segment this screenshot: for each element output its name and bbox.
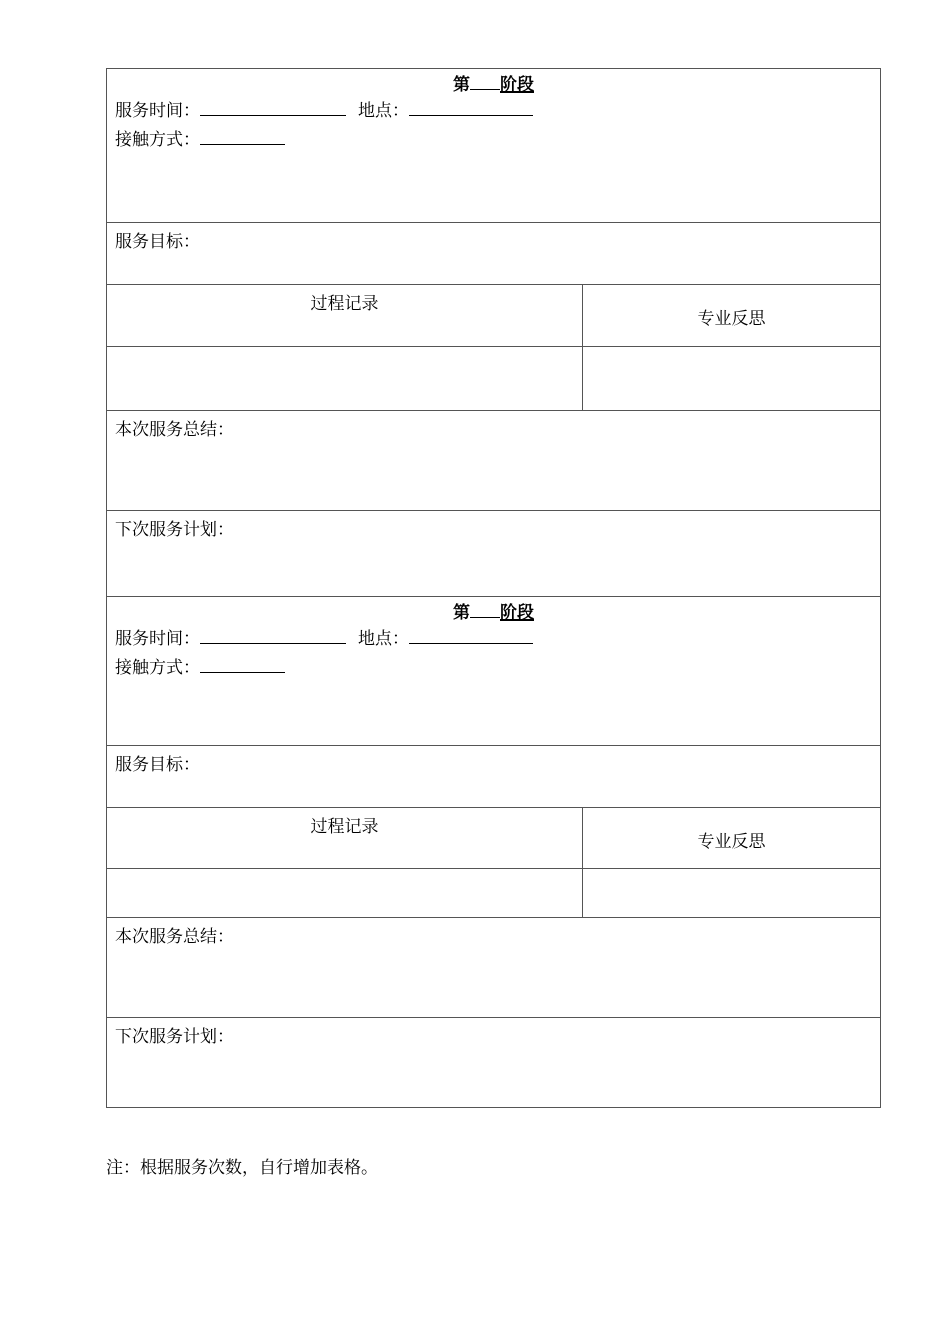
stage-header-cell <box>107 596 880 745</box>
process-record-cell[interactable] <box>107 347 583 410</box>
stage-title <box>107 73 880 97</box>
next-plan-cell[interactable] <box>107 1017 880 1107</box>
service-time-blank[interactable] <box>200 625 346 644</box>
location-label: 地点： <box>358 629 409 649</box>
stage-suffix: 阶段 <box>500 603 534 623</box>
stage-title <box>107 601 880 625</box>
footnote: 注：根据服务次数，自行增加表格。 <box>106 1158 378 1178</box>
contact-method-blank[interactable] <box>200 654 285 673</box>
service-goal-cell[interactable] <box>107 745 880 807</box>
process-record-header: 过程记录 <box>107 285 583 346</box>
next-plan-cell[interactable] <box>107 510 880 596</box>
service-time-label: 服务时间： <box>115 101 200 121</box>
contact-method-line <box>107 654 880 683</box>
service-goal-label: 服务目标： <box>115 232 200 252</box>
stage-number-blank[interactable] <box>470 601 500 618</box>
service-goal-label: 服务目标： <box>115 755 200 775</box>
location-blank[interactable] <box>409 625 533 644</box>
time-location-line <box>107 625 880 654</box>
reflection-cell[interactable] <box>583 869 880 917</box>
stage-number-blank[interactable] <box>470 73 500 90</box>
summary-label: 本次服务总结： <box>115 420 234 440</box>
process-record-cell[interactable] <box>107 869 583 917</box>
contact-method-label: 接触方式： <box>115 130 200 150</box>
record-body-row <box>107 346 880 410</box>
summary-label: 本次服务总结： <box>115 927 234 947</box>
next-plan-label: 下次服务计划： <box>115 1027 234 1047</box>
service-time-label: 服务时间： <box>115 629 200 649</box>
stage-prefix: 第 <box>453 75 470 95</box>
stage-suffix: 阶段 <box>500 75 534 95</box>
record-header-row <box>107 807 880 868</box>
process-record-header: 过程记录 <box>107 808 583 868</box>
reflection-header: 专业反思 <box>697 832 766 852</box>
service-time-blank[interactable] <box>200 97 346 116</box>
stage-header-cell <box>107 73 880 222</box>
location-label: 地点： <box>358 101 409 121</box>
reflection-header: 专业反思 <box>697 309 766 329</box>
service-goal-cell[interactable] <box>107 222 880 284</box>
record-header-row <box>107 284 880 346</box>
location-blank[interactable] <box>409 97 533 116</box>
time-location-line <box>107 97 880 126</box>
reflection-cell[interactable] <box>583 347 880 410</box>
contact-method-label: 接触方式： <box>115 658 200 678</box>
summary-cell[interactable] <box>107 917 880 1017</box>
service-record-form <box>106 68 881 1108</box>
contact-method-line <box>107 126 880 155</box>
next-plan-label: 下次服务计划： <box>115 520 234 540</box>
record-body-row <box>107 868 880 917</box>
stage-prefix: 第 <box>453 603 470 623</box>
contact-method-blank[interactable] <box>200 126 285 145</box>
summary-cell[interactable] <box>107 410 880 510</box>
